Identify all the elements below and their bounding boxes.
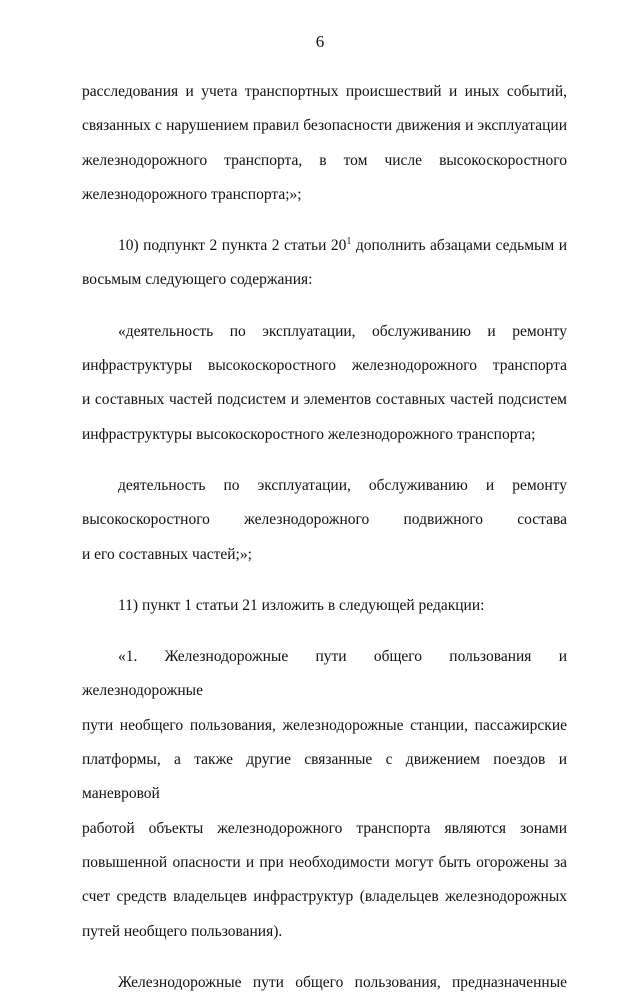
text-line: восьмым следующего содержания: [82,271,313,289]
paragraph-item-10 [82,229,567,298]
document-body [82,75,567,1000]
text-line [82,229,567,263]
text-line: деятельность по эксплуатации, обслуживанию и ремонту [118,476,567,494]
text-line: путей необщего пользования). [82,922,283,940]
text-line: связанных с нарушением правил безопасности движения и эксплуатации [82,117,567,135]
text-line: счет средств владельцев инфраструктур (владельцев железнодорожных [82,888,567,906]
paragraph-point-1 [82,640,567,949]
paragraph-item-11 [82,589,567,623]
text-line: 11) пункт 1 статьи 21 изложить в следующей редакции: [118,596,485,614]
text-line: «деятельность по эксплуатации, обслуживанию и ремонту [118,322,567,340]
paragraph-continuation [82,75,567,212]
text-line: Железнодорожные пути общего пользования, предназначенные [118,973,567,991]
text-line: работой объекты железнодорожного транспорта являются зонами [82,819,567,837]
text-line: инфраструктуры высокоскоростного железнодорожного транспорта; [82,425,536,443]
text-line: инфраструктуры высокоскоростного железнодорожного транспорта [82,357,567,375]
text-line: и его составных частей;»; [82,545,252,563]
text-fragment: дополнить абзацами седьмым и [351,237,567,255]
text-line: «1. Железнодорожные пути общего пользования и железнодорожные [82,648,567,700]
page-number: 6 [315,32,325,51]
text-line: высокоскоростного железнодорожного подвижного состава [82,511,567,529]
paragraph-railway-tracks [82,966,567,1000]
text-line: железнодорожного транспорта;»; [82,185,302,203]
text-line: железнодорожного транспорта, в том числе высокоскоростного [82,151,567,169]
superscript: 1 [346,236,352,248]
text-line: повышенной опасности и при необходимости могут быть огорожены за [82,853,567,871]
paragraph-quote-1 [82,315,567,452]
text-line: платформы, а также другие связанные с движением поездов и маневровой [82,751,567,803]
text-line: пути необщего пользования, железнодорожные станции, пассажирские [82,716,567,734]
text-line: и составных частей подсистем и элементов составных частей подсистем [82,391,567,409]
text-fragment: 10) подпункт 2 пункта 2 статьи 20 [118,237,347,255]
text-line: расследования и учета транспортных происшествий и иных событий, [82,83,567,100]
paragraph-quote-2 [82,469,567,572]
